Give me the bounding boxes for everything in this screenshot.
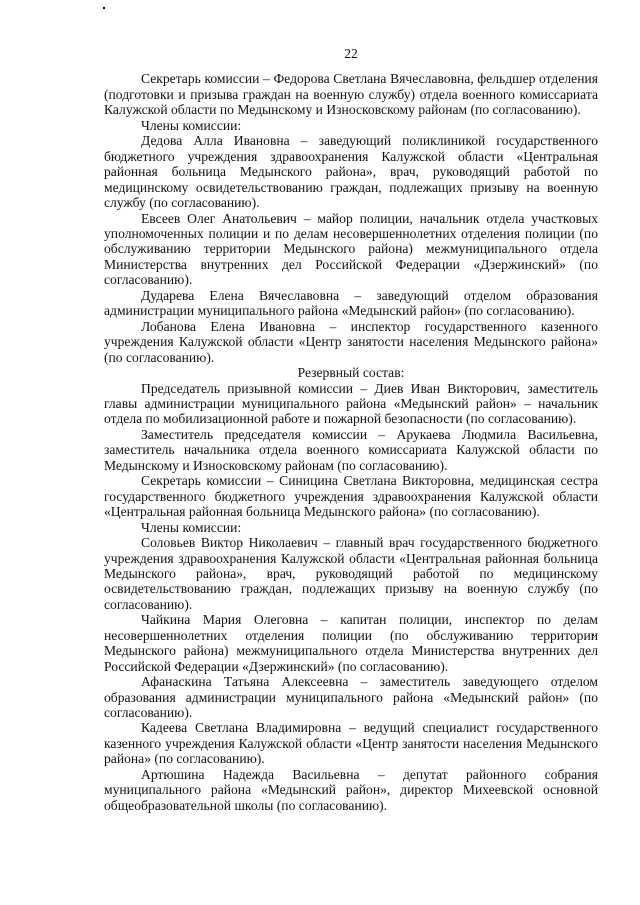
reserve-heading: Резервный состав: (297, 365, 405, 381)
reserve-secretary: Секретарь комиссии – Синицина Светлана Викторовна, медицинская сестра государственного бюджетного учреждения здравоохранения Калужской области «Центральная районная больница Медынского района» (по согласованию). (104, 473, 598, 520)
page-number: 22 (344, 46, 358, 61)
document-page (104, 32, 598, 813)
reserve-deputy-chairman: Заместитель председателя комиссии – Арукаева Людмила Васильевна, заместитель начальника отдела военного комиссариата Калужской области по Медынскому и Износковскому районам (по согласованию). (104, 426, 598, 473)
members-label: Члены комиссии: (141, 117, 242, 133)
scan-speck (103, 7, 105, 9)
member-kadeeva: Кадеева Светлана Владимировна – ведущий специалист государственного казенного учреждения Калужской области «Центр занятости населения Медынского района» (по согласованию). (104, 720, 598, 767)
member-dedova: Дедова Алла Ивановна – заведующий поликлиникой государственного бюджетного учреждения здравоохранения Калужской области «Центральная районная больница Медынского района», врач, руководящий работой по медицинскому освидетельствованию граждан, подлежащих призыву на военную службу (по согласованию). (104, 133, 598, 211)
member-solovyev: Соловьев Виктор Николаевич – главный врач государственного бюджетного учреждения здравоохранения Калужской области «Центральная районная больница Медынского района», врач, руководящий работой по медицинскому освидетельствованию граждан, подлежащих призыву на военную службу (по согласованию). (104, 535, 598, 612)
member-chaikina: Чайкина Мария Олеговна – капитан полиции, инспектор по делам несовершеннолетних отделения полиции (по обслуживанию территории Медынского района) межмуниципального отдела Министерства внутренних дел Российской Федерации «Дзержинский» (по согласованию). (104, 612, 598, 674)
reserve-members-label: Члены комиссии: (141, 519, 242, 535)
member-afanaskina: Афанаскина Татьяна Алексеевна – заместитель заведующего отделом образования администрации муниципального района «Медынский район» (по согласованию). (104, 674, 598, 721)
reserve-chairman: Председатель призывной комиссии – Диев Иван Викторович, заместитель главы администрации муниципального района «Медынский район» – начальник отдела по мобилизационной работе и пожарной безопасности (по согласованию). (104, 380, 598, 427)
member-evseev: Евсеев Олег Анатольевич – майор полиции, начальник отдела участковых уполномоченных полиции и по делам несовершеннолетних отделения полиции (по обслуживанию территории Медынского района) межмуниципального отдела Министерства внутренних дел Российской Федерации «Дзержинский» (по согласованию). (104, 210, 598, 288)
member-artyushina: Артюшина Надежда Васильевна – депутат районного собрания муниципального района «Медынский район», директор Михеевской основной общеобразовательной школы (по согласованию). (104, 766, 598, 813)
member-dudareva: Дударева Елена Вячеславовна – заведующий отделом образования администрации муниципального района «Медынский район» (по согласованию). (104, 287, 598, 319)
member-lobanova: Лобанова Елена Ивановна – инспектор государственного казенного учреждения Калужской области «Центр занятости населения Медынского района» (по согласованию). (104, 318, 598, 365)
paragraph-secretary: Секретарь комиссии – Федорова Светлана Вячеславовна, фельдшер отделения (подготовки и призыва граждан на военную службу) отдела военного комиссариата Калужской области по Медынскому и Износковскому районам (по согласованию). (104, 71, 598, 118)
